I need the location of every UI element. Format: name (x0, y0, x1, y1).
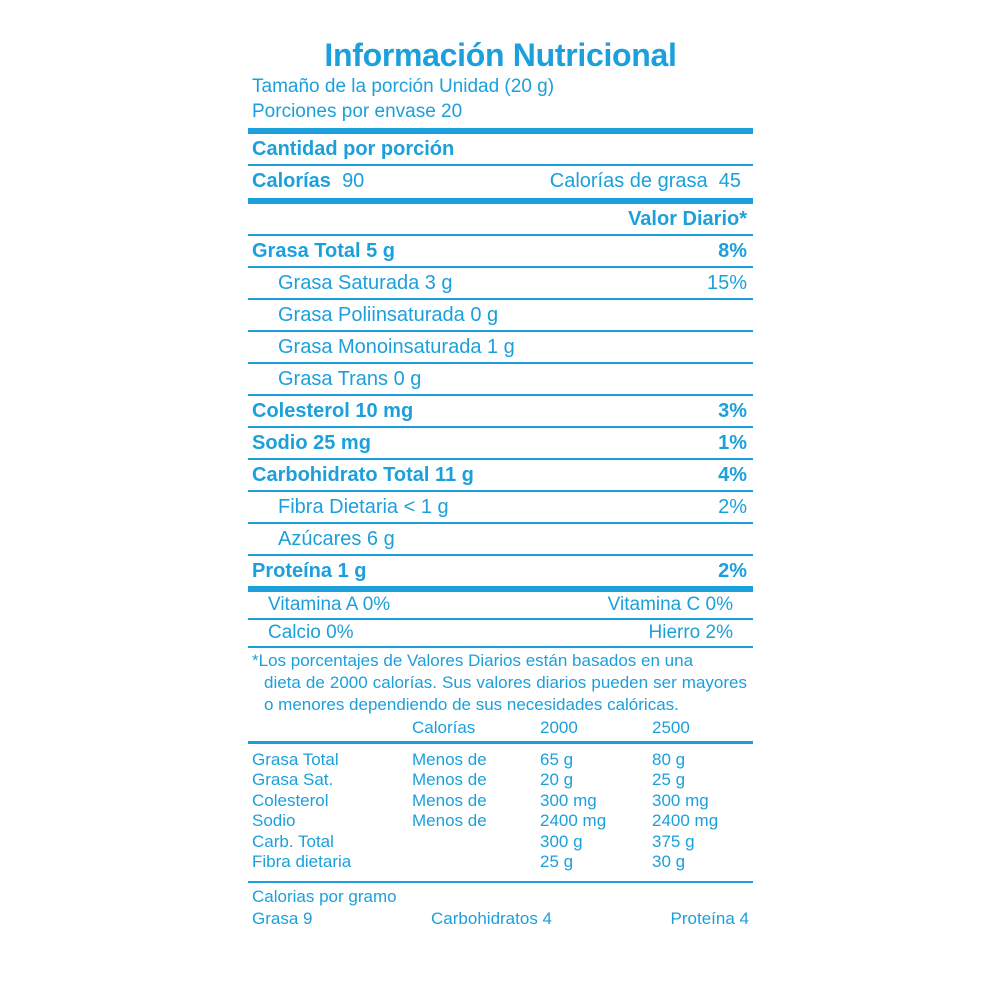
nutrient-daily-value: 2% (718, 495, 747, 518)
nutrient-label: Grasa Poliinsaturada 0 g (278, 303, 499, 326)
calories-from-fat-value: 45 (718, 169, 741, 192)
table-cell: Menos de (412, 811, 487, 830)
daily-value-header: Valor Diario* (628, 207, 747, 230)
nutrient-label: Proteína 1 g (252, 559, 367, 582)
nutrient-list (248, 236, 753, 586)
table-cell (412, 832, 540, 853)
table-cell: 65 g (540, 749, 574, 769)
table-cell (412, 852, 540, 873)
calories-label: Calorías (252, 169, 331, 192)
calories-row (248, 166, 753, 196)
nutrient-label: Colesterol 10 mg (252, 399, 414, 422)
table-row (248, 811, 753, 832)
table-row (248, 791, 753, 812)
table-cell: 300 mg (652, 790, 709, 810)
nutrient-row (248, 524, 753, 554)
vitamin-value: Hierro 2% (648, 622, 733, 643)
table-cell: 25 g (652, 770, 686, 789)
nutrient-label: Grasa Total 5 g (252, 239, 396, 262)
daily-values-header-cell: 2000 (540, 718, 652, 742)
nutrient-label: Grasa Monoinsaturada 1 g (278, 335, 515, 358)
nutrient-row (248, 556, 753, 586)
calories-value: 90 (342, 169, 365, 192)
table-row (248, 852, 753, 873)
nutrient-row (248, 332, 753, 362)
table-cell: Grasa Total (252, 749, 339, 769)
vitamin-value: Vitamina A 0% (268, 594, 391, 615)
nutrient-row (248, 492, 753, 522)
table-cell: Colesterol (252, 790, 329, 810)
nutrient-daily-value: 2% (718, 559, 747, 582)
table-cell: Menos de (412, 770, 487, 789)
table-cell: Sodio (252, 811, 296, 830)
table-row (248, 742, 753, 770)
table-cell: 80 g (652, 749, 686, 769)
nutrient-row (248, 268, 753, 298)
calories-per-gram-item: Grasa 9 (252, 908, 313, 928)
daily-values-header-cell: Calorías (412, 718, 540, 742)
servings-per-container: Porciones por envase 20 (252, 101, 463, 122)
calories-from-fat-label: Calorías de grasa (549, 169, 708, 192)
nutrient-row (248, 364, 753, 394)
table-cell: 300 mg (540, 790, 597, 810)
nutrient-daily-value: 15% (706, 271, 747, 294)
nutrient-row (248, 460, 753, 490)
daily-values-table (248, 718, 753, 873)
table-row (248, 832, 753, 853)
table-cell: 20 g (540, 770, 574, 789)
table-cell: 2400 mg (540, 811, 607, 830)
nutrient-daily-value: 4% (718, 463, 747, 486)
calories-per-gram: Calorias por gramo (252, 886, 397, 906)
nutrient-label: Carbohidrato Total 11 g (252, 463, 474, 486)
daily-values-header-cell (248, 718, 412, 742)
nutrient-daily-value: 8% (718, 239, 747, 262)
label-title: Información Nutricional (324, 37, 677, 73)
vitamin-row (248, 592, 753, 618)
calories-per-gram-item: Proteína 4 (670, 908, 749, 928)
vitamin-value: Calcio 0% (268, 622, 354, 643)
table-cell: Carb. Total (252, 831, 334, 851)
serving-size: Tamaño de la porción Unidad (20 g) (252, 76, 555, 97)
nutrient-label: Fibra Dietaria < 1 g (278, 495, 449, 518)
vitamin-value: Vitamina C 0% (607, 594, 733, 615)
table-cell: Menos de (412, 790, 487, 810)
daily-values-header (248, 718, 753, 742)
table-cell: 375 g (652, 831, 695, 851)
nutrient-daily-value: 1% (718, 431, 747, 454)
nutrient-daily-value: 3% (718, 399, 747, 422)
nutrition-label (248, 36, 753, 930)
nutrient-row (248, 300, 753, 330)
nutrient-label: Sodio 25 mg (252, 431, 371, 454)
calories-per-gram-item: Carbohidratos 4 (431, 908, 552, 928)
nutrient-row (248, 236, 753, 266)
table-cell: 2400 mg (652, 811, 719, 830)
table-cell: Fibra dietaria (252, 852, 352, 871)
nutrient-label: Grasa Saturada 3 g (278, 271, 453, 294)
table-cell: 30 g (652, 852, 686, 871)
calories-per-gram-values (248, 908, 753, 930)
table-cell: 300 g (540, 831, 583, 851)
table-cell: Grasa Sat. (252, 770, 334, 789)
footnote: *Los porcentajes de Valores Diarios están basados en una dieta de 2000 calorías. Sus valores diarios pueden ser mayores o menores dependiendo de sus necesidades calóricas. (252, 651, 747, 714)
amount-per-serving: Cantidad por porción (252, 137, 455, 160)
table-cell: 25 g (540, 852, 574, 871)
nutrient-row (248, 428, 753, 458)
nutrient-row (248, 396, 753, 426)
nutrient-label: Grasa Trans 0 g (278, 367, 422, 390)
vitamin-row (248, 620, 753, 646)
vitamin-list (248, 592, 753, 648)
table-row (248, 770, 753, 791)
daily-values-header-cell: 2500 (652, 718, 753, 742)
table-cell: Menos de (412, 749, 487, 769)
nutrient-label: Azúcares 6 g (278, 527, 395, 550)
